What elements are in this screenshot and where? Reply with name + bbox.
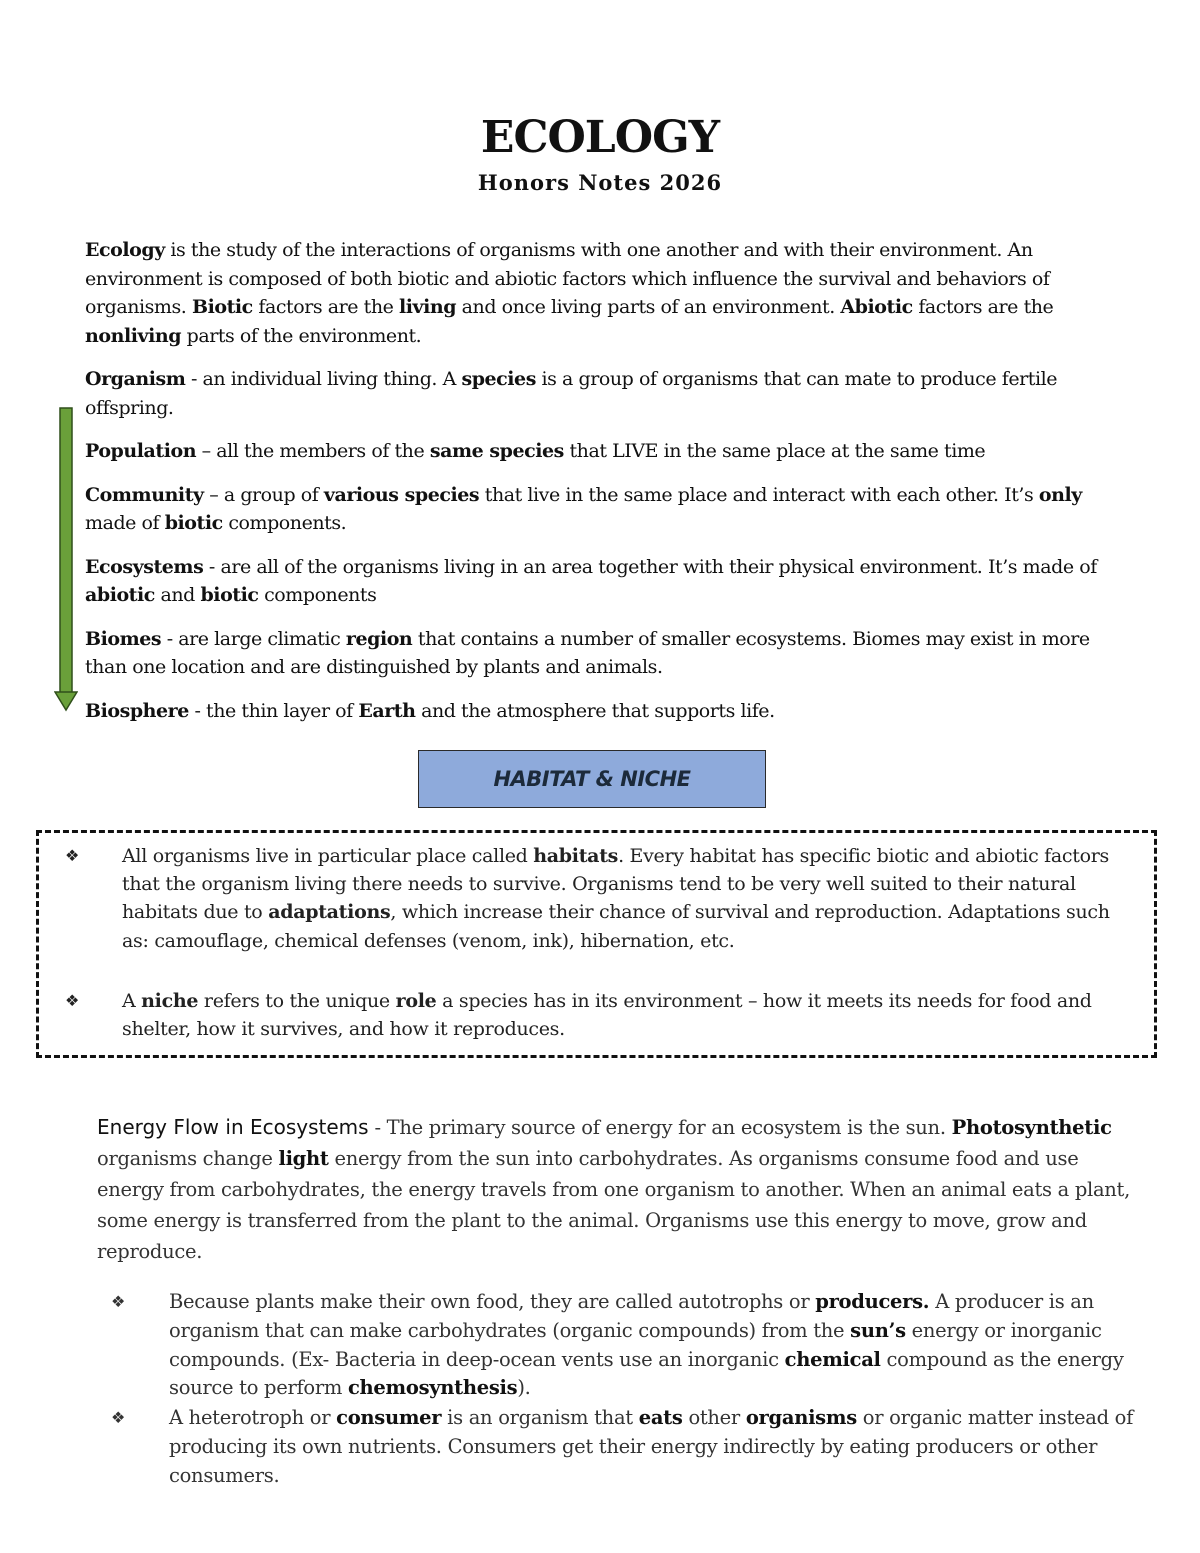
text-run: Because plants make their own food, they are called autotrophs or [169,1290,816,1313]
energy-flow-heading: Energy Flow in Ecosystems [97,1115,369,1139]
habitat-niche-heading: HABITAT & NICHE [418,750,766,808]
bold-term: Ecology [85,239,165,261]
diamond-bullet-icon: ❖ [64,846,80,865]
bold-term: chemical [784,1347,881,1371]
bold-term: living [399,296,457,318]
definitions-section [85,236,1125,740]
text-run: , which increase their chance of survival and reproduction. Adaptations such as: camouflage, chemical defenses (venom, ink), hibernation, etc. [122,901,1110,952]
text-run: organisms change [97,1147,279,1170]
text-run: that live in the same place and interact with each other. It’s [479,483,1039,506]
text-run: and the atmosphere that supports life. [415,699,775,722]
text-run: A [122,990,142,1012]
definition-organism [85,365,1125,422]
bold-term: habitats [533,845,619,867]
definition-population [85,437,1125,466]
text-run: energy from the sun into carbohydrates. As organisms consume food and use energy from carbohydrates, the energy travels from one organism to another. When an animal eats a plant, some energy is transferred from the plant to the animal. Organisms use this energy to move, grow and reproduce. [97,1147,1130,1263]
text-run: – a group of [203,483,324,506]
text-run: factors are the [252,296,399,318]
definition-biomes [85,625,1125,682]
text-run: A heterotroph or [169,1406,337,1429]
text-run: A producer is an organism that can make carbohydrates (organic compounds) from the [169,1290,1094,1342]
text-run: compound as the energy source to perform [169,1347,1124,1400]
text-run: - are all of the organisms living in an area together with their physical environment. It’s made of [203,555,1097,578]
definition-ecology [85,236,1125,350]
text-run: - The primary source of energy for an ecosystem is the sun. [368,1116,952,1139]
bold-term: role [395,990,437,1012]
bold-term: only [1038,483,1082,506]
bold-term: species [461,368,536,390]
bold-term: Biosphere [85,699,189,722]
bold-term: Abiotic [840,296,913,318]
page-title: ECOLOGY [480,112,720,163]
bold-term: Biomes [85,627,162,650]
bold-term: abiotic [85,584,155,606]
bold-term: Ecosystems [85,555,204,578]
text-run: is an organism that [441,1406,639,1429]
text-run: and once living parts of an environment. [456,296,841,318]
text-run: that contains a number of smaller ecosystems. Biomes may exist in more than one location and are distinguished by plants and animals. [85,627,1090,678]
diamond-bullet-icon: ❖ [110,1292,126,1311]
bold-term: Biotic [191,296,253,318]
bold-term: biotic [200,584,259,606]
text-run: a species has in its environment – how it meets its needs for food and shelter, how it survives, and how it reproduces. [122,990,1092,1041]
bold-term: light [278,1147,329,1170]
definition-biosphere [85,697,1125,726]
bold-term: consumer [336,1406,442,1429]
text-run: refers to the unique [198,990,396,1012]
text-run: components [258,584,377,606]
habitat-text [122,842,1138,955]
text-run: and [154,584,201,606]
producers-text [169,1288,1144,1403]
bold-term: Photosynthetic [951,1116,1112,1139]
bold-term: Population [85,440,197,462]
text-run: components. [222,512,347,534]
bold-term: Earth [358,699,416,722]
text-run: energy or inorganic compounds. (Ex- Bacteria in deep-ocean vents use an inorganic [169,1318,1102,1371]
bold-term: biotic [164,512,223,534]
text-run: or organic matter instead of producing its own nutrients. Consumers get their energy indirectly by eating producers or other consumers. [169,1406,1134,1487]
text-run: - an individual living thing. A [185,368,462,390]
bold-term: adaptations [268,901,391,924]
text-run: All organisms live in particular place called [122,845,534,867]
bold-term: Community [85,483,204,506]
text-run: that LIVE in the same place at the same time [563,440,986,462]
text-run: factors are the [912,296,1054,318]
text-run: made of [85,512,165,534]
bold-term: nonliving [85,324,182,347]
bold-term: sun’s [850,1318,906,1342]
text-run: ). [517,1376,531,1400]
bold-term: various species [323,483,480,506]
bold-term: same species [429,440,564,462]
text-run: - are large climatic [161,627,346,650]
bold-term: region [345,627,413,650]
text-run: . Every habitat has specific biotic and abiotic factors that the organism living there needs to survive. Organisms tend to be very well suited to their natural habitats due to [122,845,1109,924]
text-run: is a group of organisms that can mate to produce fertile offspring. [85,368,1057,419]
down-arrow-icon [54,406,78,712]
text-run: is the study of the interactions of organisms with one another and with their environment. An environment is composed of both biotic and abiotic factors which influence the survival and behaviors of organisms. [85,239,1050,318]
text-run: other [682,1406,746,1429]
definition-community [85,481,1125,538]
bold-term: producers. [815,1290,930,1313]
bold-term: chemosynthesis [347,1376,518,1400]
bold-term: organisms [745,1406,857,1429]
text-run: - the thin layer of [188,699,359,722]
niche-text [122,987,1138,1043]
text-run: – all the members of the [196,440,430,462]
bold-term: Organism [85,368,186,390]
energy-flow-section [97,1112,1142,1267]
bold-term: eats [638,1406,683,1429]
text-run: parts of the environment. [181,324,422,347]
diamond-bullet-icon: ❖ [64,991,80,1010]
definition-ecosystems [85,553,1125,610]
consumers-text [169,1404,1144,1490]
page-subtitle: Honors Notes 2026 [477,170,723,195]
diamond-bullet-icon: ❖ [110,1408,126,1427]
bold-term: niche [141,990,199,1012]
